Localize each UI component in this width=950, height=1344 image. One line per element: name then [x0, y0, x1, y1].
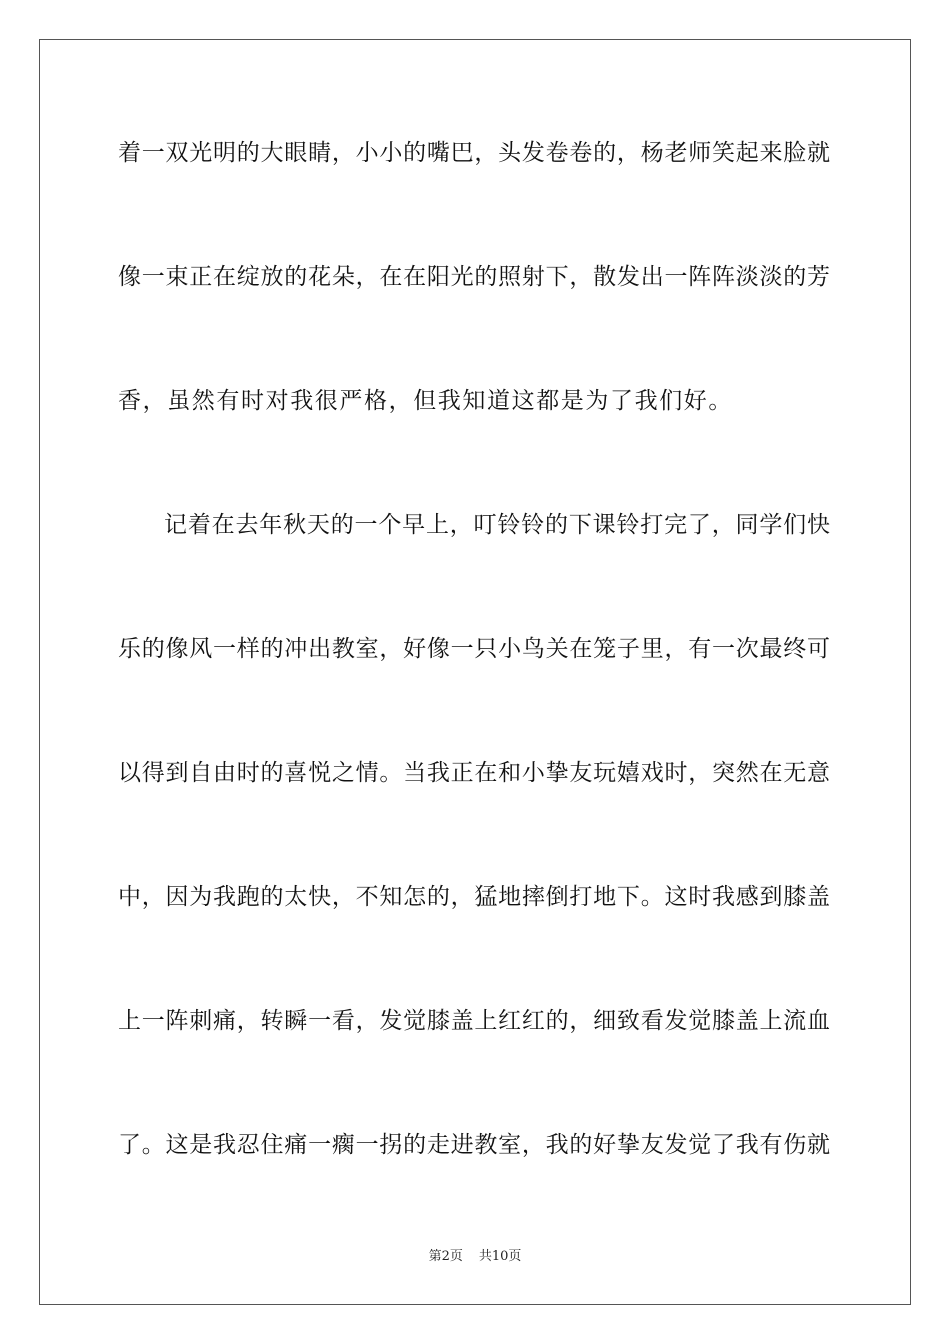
text-line: 像一束正在绽放的花朵，在在阳光的照射下，散发出一阵阵淡淡的芳: [118, 264, 830, 290]
text-line: 上一阵刺痛，转瞬一看，发觉膝盖上红红的，细致看发觉膝盖上流血: [118, 1008, 830, 1034]
text-line: 了。这是我忍住痛一瘸一拐的走进教室，我的好挚友发觉了我有伤就: [118, 1132, 830, 1158]
page-total: 共10页: [478, 1249, 522, 1264]
page-border: [39, 39, 911, 1305]
text-line: 以得到自由时的喜悦之情。当我正在和小挚友玩嬉戏时，突然在无意: [118, 760, 830, 786]
text-line: 着一双光明的大眼睛，小小的嘴巴，头发卷卷的，杨老师笑起来脸就: [118, 140, 830, 166]
text-line: 乐的像风一样的冲出教室，好像一只小鸟关在笼子里，有一次最终可: [118, 636, 830, 662]
paragraph-first-line: 记着在去年秋天的一个早上，叮铃铃的下课铃打完了，同学们快: [164, 512, 830, 538]
page-number: 第2页: [428, 1249, 463, 1264]
text-line: 中，因为我跑的太快，不知怎的，猛地摔倒打地下。这时我感到膝盖: [118, 884, 830, 910]
text-line: 香，虽然有时对我很严格，但我知道这都是为了我们好。: [118, 388, 733, 414]
page-footer: [0, 1248, 950, 1266]
